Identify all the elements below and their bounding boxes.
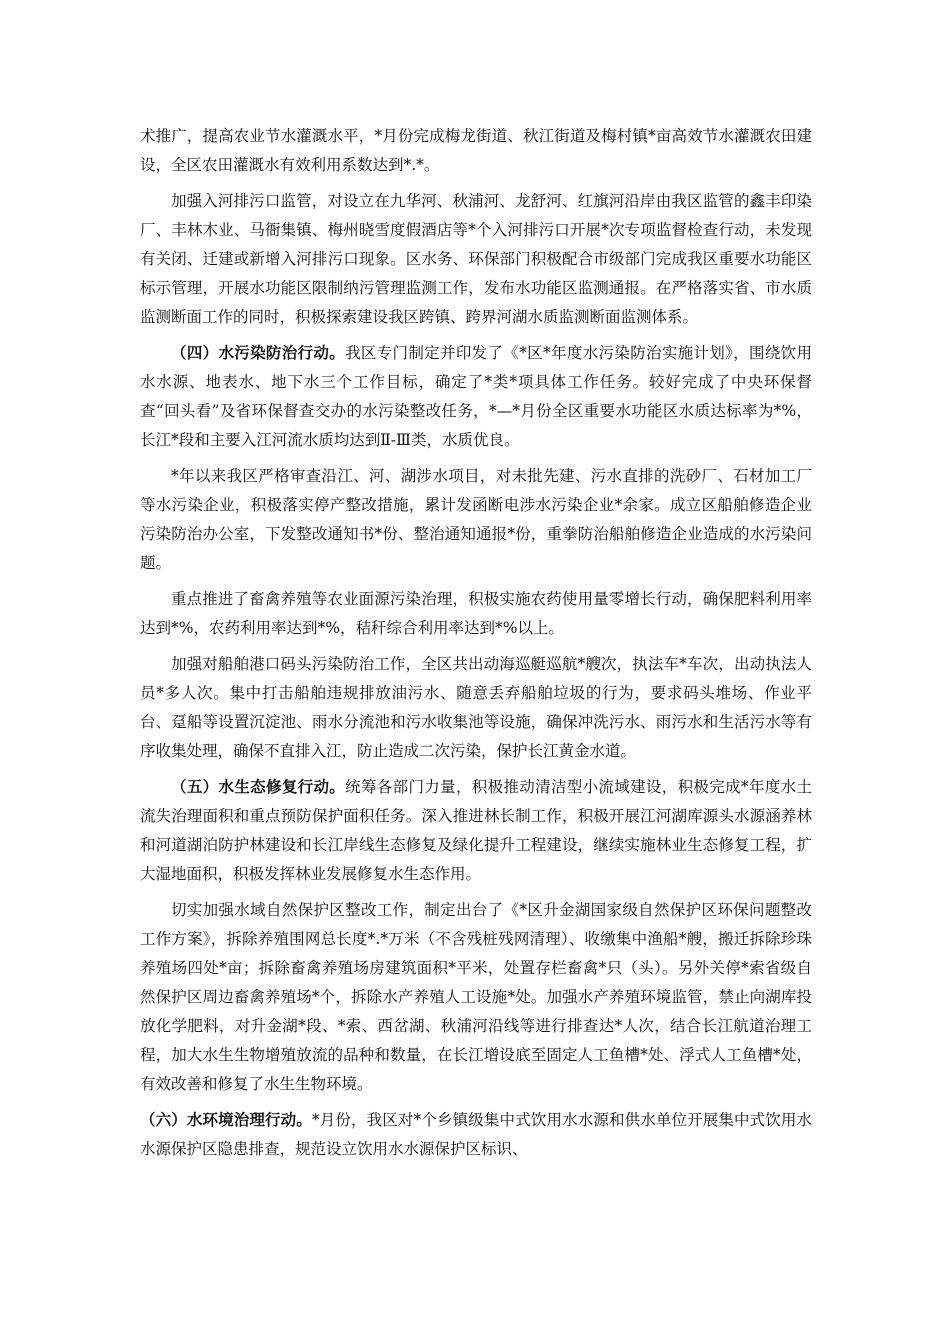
paragraph-text: 我区专门制定并印发了《*区*年度水污染防治实施计划》，围绕饮用水水源、地表水、地下水三个工作目标，确定了*类*项具体工作任务。较好完成了中央环保督查“回头看”及省环保督查交办的水污染整改任务，*—*月份全区重要水功能区水质达标率为*%，长江*段和主要入江河流水质均达到Ⅱ-Ⅲ类，水质优良。 bbox=[140, 344, 812, 449]
paragraph-text: *年以来我区严格审查沿江、河、湖涉水项目，对未批先建、污水直排的洗砂厂、石材加工厂等水污染企业，积极落实停产整改措施，累计发函断电涉水污染企业*余家。成立区船舶修造企业污染防治办公室，下发整改通知书*份、整治通知通报*份，重拳防治船舶修造企业造成的水污染问题。 bbox=[140, 467, 812, 572]
paragraph-4 bbox=[140, 462, 812, 578]
paragraph-8 bbox=[140, 896, 812, 1099]
paragraph-9 bbox=[140, 1106, 812, 1164]
paragraph-5 bbox=[140, 585, 812, 643]
paragraph-text: 重点推进了畜禽养殖等农业面源污染治理，积极实施农药使用量零增长行动，确保肥料利用率达到*%，农药利用率达到*%，秸秆综合利用率达到*%以上。 bbox=[140, 590, 812, 637]
paragraph-text: 切实加强水域自然保护区整改工作，制定出台了《*区升金湖国家级自然保护区环保问题整改工作方案》，拆除养殖围网总长度*.*万米（不含残桩残网清理）、收缴集中渔船*艘，搬迁拆除珍珠养殖场四处*亩；拆除畜禽养殖场房建筑面积*平米，处置存栏畜禽*只（头）。另外关停*索省级自然保护区周边畜禽养殖场*个，拆除水产养殖人工设施*处。加强水产养殖环境监管，禁止向湖库投放化学肥料，对升金湖*段、*索、西岔湖、秋浦河沿线等进行排查达*人次，结合长江航道治理工程，加大水生生物增殖放流的品种和数量，在长江增设底至固定人工鱼槽*处、浮式人工鱼槽*处，有效改善和修复了水生生物环境。 bbox=[140, 901, 812, 1093]
paragraph-1 bbox=[140, 122, 812, 180]
section-heading: （六）水环境治理行动。 bbox=[140, 1111, 312, 1129]
paragraph-6 bbox=[140, 650, 812, 766]
paragraph-3 bbox=[140, 339, 812, 455]
paragraph-text: 术推广，提高农业节水灌溉水平，*月份完成梅龙街道、秋江街道及梅村镇*亩高效节水灌溉农田建设，全区农田灌溉水有效利用系数达到*.*。 bbox=[140, 127, 812, 174]
paragraph-text: 加强对船舶港口码头污染防治工作，全区共出动海巡艇巡航*艘次，执法车*车次，出动执法人员*多人次。集中打击船舶违规排放油污水、随意丢弃船舶垃圾的行为，要求码头堆场、作业平台、趸船等设置沉淀池、雨水分流池和污水收集池等设施，确保冲洗污水、雨污水和生活污水等有序收集处理，确保不直排入江，防止造成二次污染，保护长江黄金水道。 bbox=[140, 655, 812, 760]
document-page bbox=[140, 122, 812, 1171]
paragraph-text: 统筹各部门力量，积极推动清洁型小流域建设，积极完成*年度水土流失治理面积和重点预防保护面积任务。深入推进林长制工作，积极开展江河湖库源头水源涵养林和河道湖泊防护林建设和长江岸线生态修复及绿化提升工程建设，继续实施林业生态修复工程，扩大湿地面积，积极发挥林业发展修复水生态作用。 bbox=[140, 778, 812, 883]
paragraph-text: *月份，我区对*个乡镇级集中式饮用水水源和供水单位开展集中式饮用水水源保护区隐患排查，规范设立饮用水水源保护区标识、 bbox=[140, 1111, 812, 1158]
section-heading: （四）水污染防治行动。 bbox=[171, 344, 346, 362]
paragraph-text: 加强入河排污口监管，对设立在九华河、秋浦河、龙舒河、红旗河沿岸由我区监管的鑫丰印染厂、丰林木业、马衙集镇、梅州晓雪度假酒店等*个入河排污口开展*次专项监督检查行动，未发现有关闭、迁建或新增入河排污口现象。区水务、环保部门积极配合市级部门完成我区重要水功能区标示管理，开展水功能区限制纳污管理监测工作，发布水功能区监测通报。在严格落实省、市水质监测断面工作的同时，积极探索建设我区跨镇、跨界河湖水质监测断面监测体系。 bbox=[140, 192, 812, 326]
paragraph-7 bbox=[140, 773, 812, 889]
paragraph-2 bbox=[140, 187, 812, 332]
section-heading: （五）水生态修复行动。 bbox=[171, 778, 346, 796]
